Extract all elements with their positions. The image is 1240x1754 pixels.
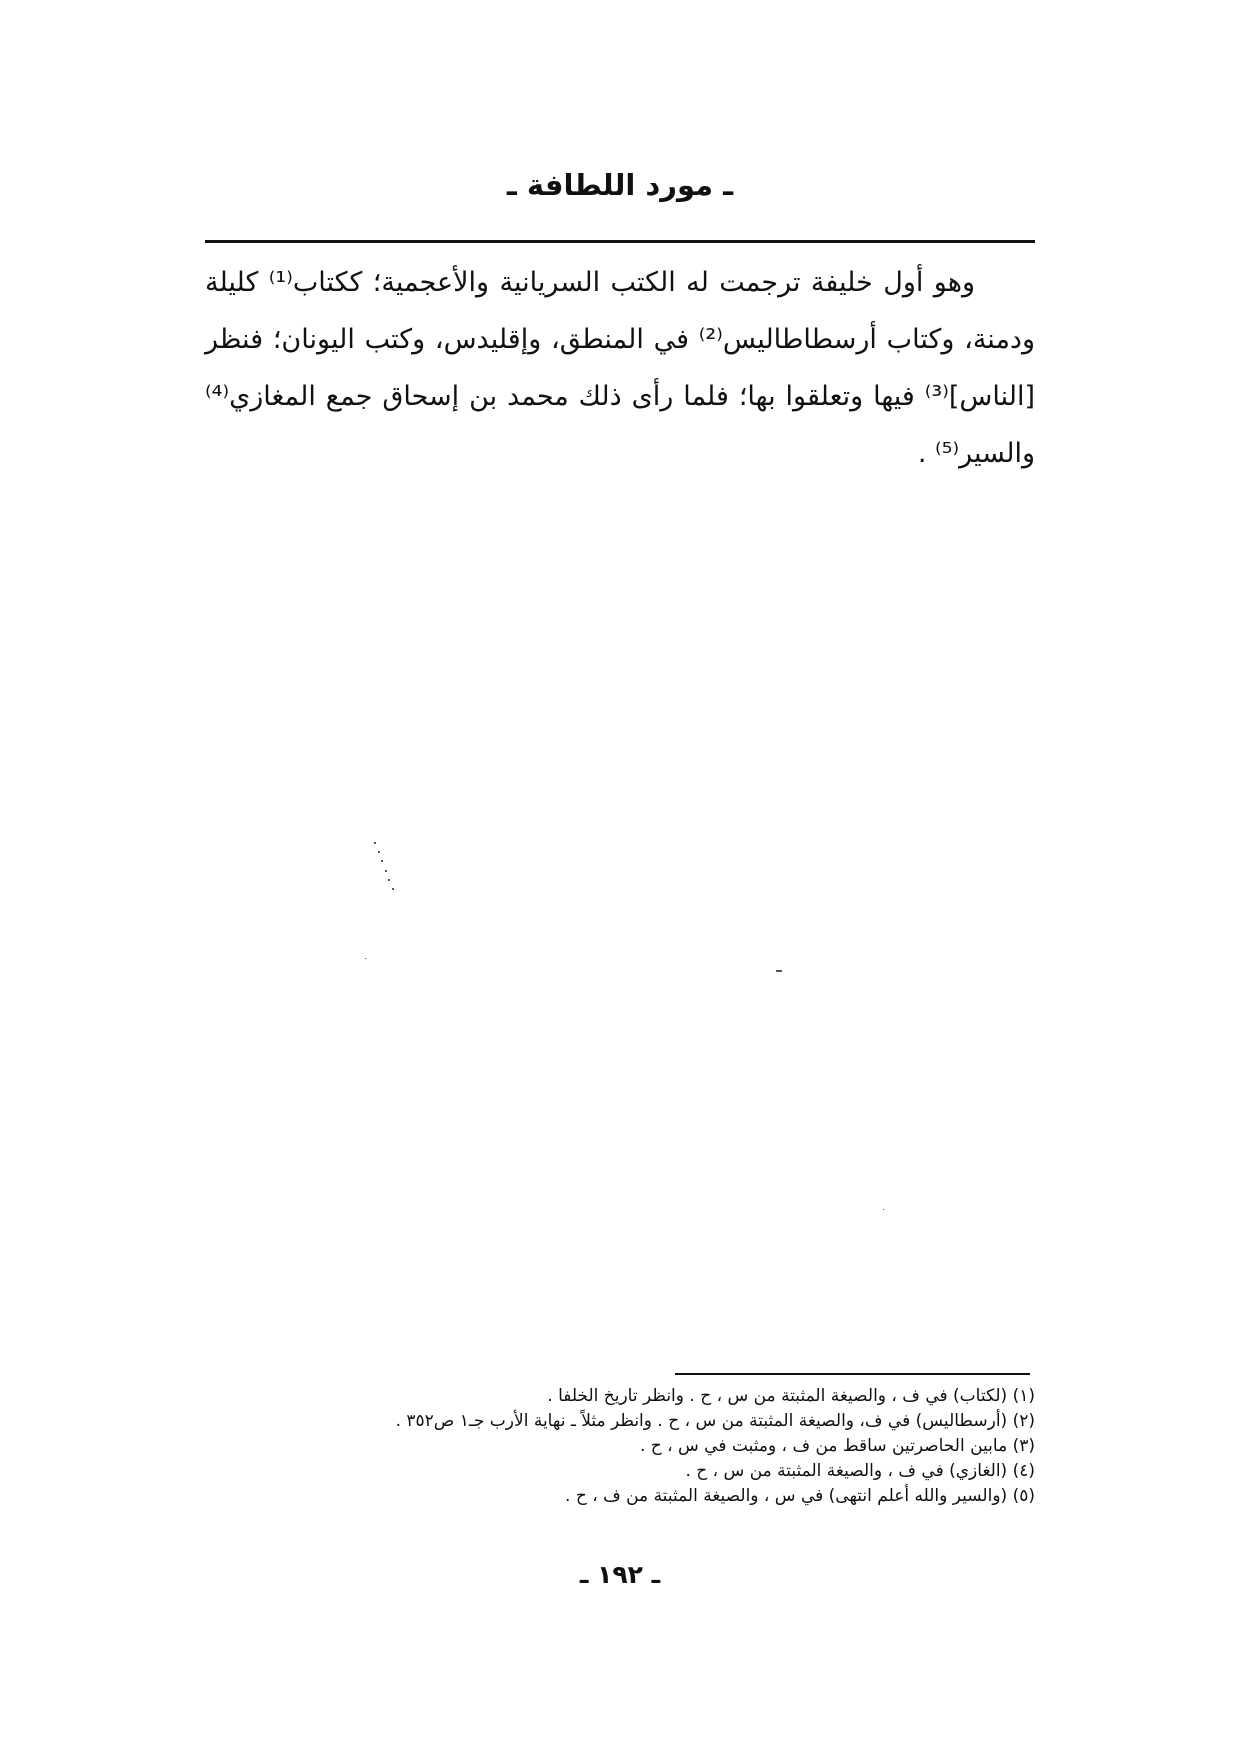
- body-line: ودمنة، وكتاب أرسطاطاليس⁽²⁾ في المنطق، وإقليدس، وكتب اليونان؛ فنظر: [205, 324, 1035, 355]
- footnote-rule: [675, 1373, 1030, 1375]
- footnotes: [205, 1384, 1035, 1509]
- body-line: وهو أول خليفة ترجمت له الكتب السريانية والأعجمية؛ ككتاب⁽¹⁾ كليلة: [205, 267, 975, 298]
- running-header-title: ـ مورد اللطافة ـ: [506, 168, 734, 202]
- footnote: (٤) (الغازي) في ف ، والصيغة المثبتة من س ، ح .: [685, 1461, 1035, 1481]
- header-rule: [205, 240, 1035, 243]
- footnote: (٢) (أرسطاليس) في ف، والصيغة المثبتة من س ، ح . وانظر مثلاً ـ نهاية الأرب جـ١ ص٣٥٢ .: [395, 1411, 1035, 1431]
- footnote: (١) (لكتاب) في ف ، والصيغة المثبتة من س ، ح . وانظر تاريخ الخلفا .: [547, 1386, 1035, 1406]
- body-line: [الناس]⁽³⁾ فيها وتعلقوا بها؛ فلما رأى ذلك محمد بن إسحاق جمع المغازي⁽⁴⁾: [205, 381, 1035, 412]
- footnote: (٥) (والسير والله أعلم انتهى) في س ، والصيغة المثبتة من ف ، ح .: [565, 1486, 1035, 1506]
- footnote: (٣) مابين الحاصرتين ساقط من ف ، ومثبت في س ، ح .: [639, 1436, 1035, 1456]
- page-number: ـ ١٩٢ ـ: [579, 1560, 661, 1589]
- body-paragraph: [205, 254, 1035, 482]
- body-line: والسير⁽⁵⁾ .: [917, 438, 1035, 469]
